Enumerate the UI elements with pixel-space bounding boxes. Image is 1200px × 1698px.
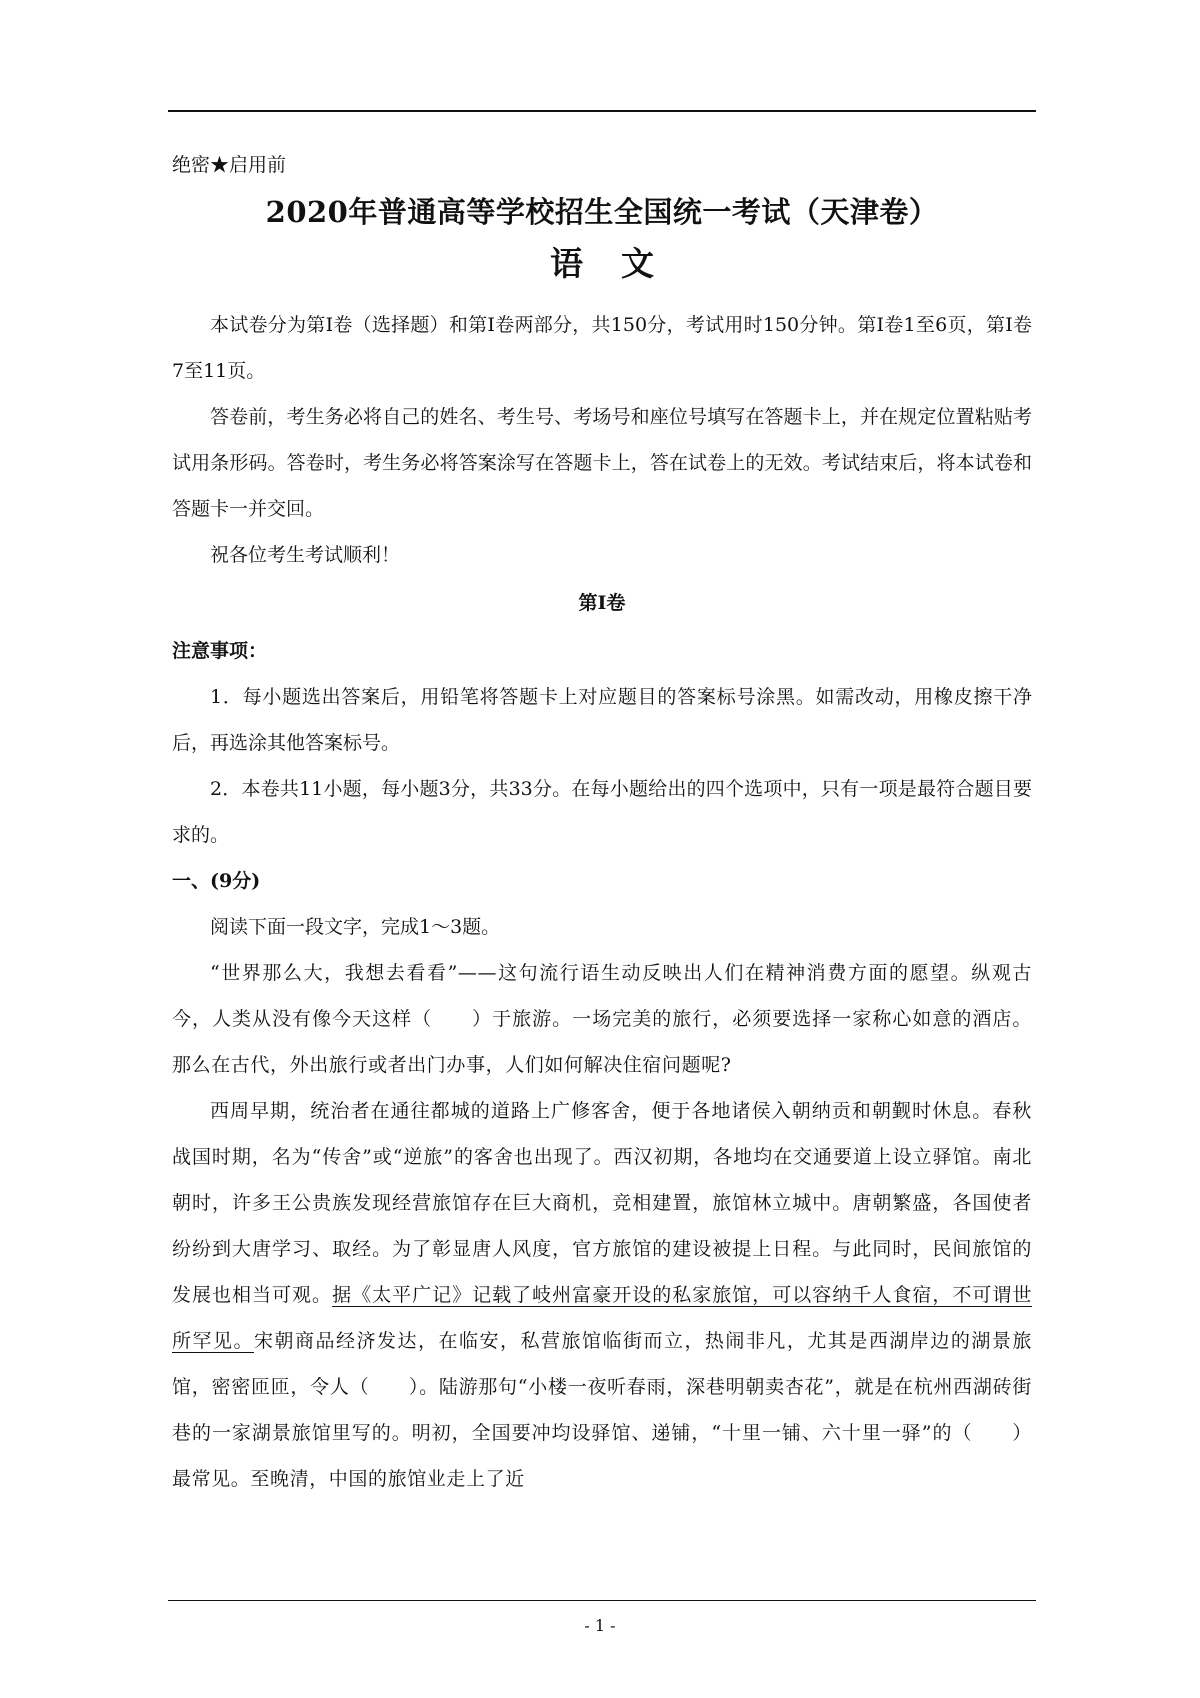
instruction-paragraph-3: 祝各位考生考试顺利！ xyxy=(210,544,401,566)
passage-text-a: 西周早期，统治者在通往都城的道路上广修客舍，便于各地诸侯入朝纳贡和朝觐时休息。春秋战国时期，名为“传舍”或“逆旅”的客舍也出现了。西汉初期，各地均在交通要道上设立驿馆。南北朝时，许多王公贵族发现经营旅馆存在巨大商机，竞相建置，旅馆林立城中。唐朝繁盛，各国使者纷纷到大唐学习、取经。为了彰显唐人风度，官方旅馆的建设被提上日程。与此同时，民间旅馆的发展也相当可观。 xyxy=(172,1100,1032,1306)
underlined-sentence: 据《太平广记》记载了岐州富豪开设的私家旅馆，可以容纳千人食宿，不可谓世所罕见。 xyxy=(172,1284,1032,1352)
notes-heading: 注意事项： xyxy=(172,640,268,662)
note-item-2: 2．本卷共11小题，每小题3分，共33分。在每小题给出的四个选项中，只有一项是最符合题目要求的。 xyxy=(172,778,1032,846)
reading-direction: 阅读下面一段文字，完成1～3题。 xyxy=(210,916,501,938)
passage-paragraph-2 xyxy=(172,1088,1032,1502)
bottom-rule xyxy=(168,1600,1036,1601)
passage-paragraph-1: “世界那么大，我想去看看”——这句流行语生动反映出人们在精神消费方面的愿望。纵观古今，人类从没有像今天这样（ ）于旅游。一场完美的旅行，必须要选择一家称心如意的酒店。那么在古代，外出旅行或者出门办事，人们如何解决住宿问题呢? xyxy=(172,962,1032,1076)
instruction-paragraph-2: 答卷前，考生务必将自己的姓名、考生号、考场号和座位号填写在答题卡上，并在规定位置粘贴考试用条形码。答卷时，考生务必将答案涂写在答题卡上，答在试卷上的无效。考试结束后，将本试卷和答题卡一并交回。 xyxy=(172,406,1032,520)
top-rule xyxy=(168,110,1036,112)
confidential-label: 绝密★启用前 xyxy=(172,154,287,176)
instruction-paragraph-1: 本试卷分为第I卷（选择题）和第I卷两部分，共150分，考试用时150分钟。第I卷1至6页，第I卷7至11页。 xyxy=(172,314,1032,382)
exam-title: 2020年普通高等学校招生全国统一考试（天津卷） xyxy=(265,195,939,229)
part-title: 第I卷 xyxy=(578,592,626,614)
page-number: - 1 - xyxy=(584,1616,616,1635)
section-heading: 一、(9分) xyxy=(172,870,261,892)
note-item-1: 1．每小题选出答案后，用铅笔将答题卡上对应题目的答案标号涂黑。如需改动，用橡皮擦干净后，再选涂其他答案标号。 xyxy=(172,686,1032,754)
exam-page-content xyxy=(172,150,1032,1502)
passage-text-b: 宋朝商品经济发达，在临安，私营旅馆临街而立，热闹非凡，尤其是西湖岸边的湖景旅馆，密密匝匝，令人（ ）。陆游那句“小楼一夜听春雨，深巷明朝卖杏花”，就是在杭州西湖砖街巷的一家湖景旅馆里写的。明初，全国要冲均设驿馆、递铺，“十里一铺、六十里一驿”的（ ）最常见。至晚清，中国的旅馆业走上了近 xyxy=(172,1330,1032,1490)
subject-title: 语文 xyxy=(550,244,692,283)
